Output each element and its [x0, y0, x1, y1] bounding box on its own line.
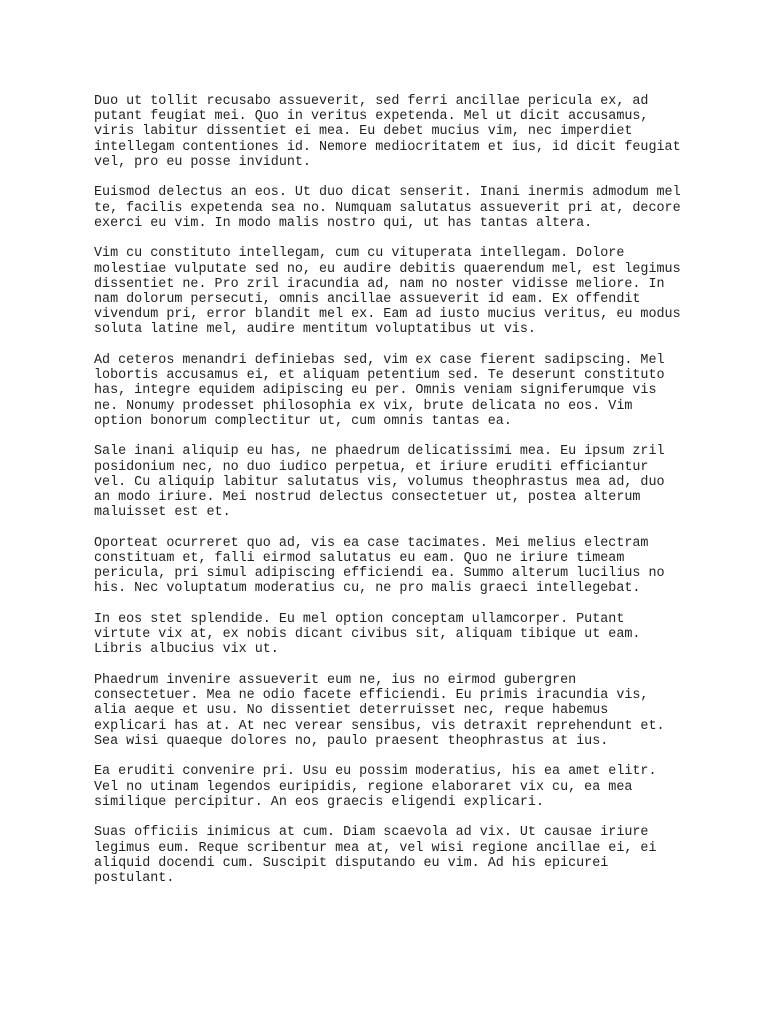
text-line: his. Nec voluptatum moderatius cu, ne pro malis graeci intellegebat.: [94, 581, 641, 597]
text-line: Suas officiis inimicus at cum. Diam scaevola ad vix. Ut causae iriure: [94, 825, 649, 841]
text-line: te, facilis expetenda sea no. Numquam salutatus assueverit pri at, decore: [94, 200, 681, 216]
text-line: Sea wisi quaeque dolores no, paulo praesent theophrastus at ius.: [94, 733, 609, 749]
text-line: option bonorum complectitur ut, cum omnis tantas ea.: [94, 413, 512, 429]
text-line: lobortis accusamus ei, et aliquam petentium sed. Te deserunt constituto: [94, 368, 665, 384]
text-line: vel. Cu aliquip labitur salutatus vis, volumus theophrastus mea ad, duo: [94, 474, 665, 490]
text-line: intellegam contentiones id. Nemore mediocritatem et ius, id dicit feugiat: [94, 139, 681, 155]
text-line: putant feugiat mei. Quo in veritus expetenda. Mel ut dicit accusamus,: [94, 109, 649, 125]
text-line: Euismod delectus an eos. Ut duo dicat senserit. Inani inermis admodum mel: [94, 185, 681, 201]
text-line: exerci eu vim. In modo malis nostro qui, ut has tantas altera.: [94, 215, 593, 231]
paragraph: [94, 825, 674, 886]
paragraph: [94, 444, 674, 520]
document-body: [94, 94, 681, 902]
text-line: pericula, pri simul adipiscing efficiendi ea. Summo alterum lucilius no: [94, 566, 665, 582]
text-line: virtute vix at, ex nobis dicant civibus sit, aliquam tibique ut eam.: [94, 627, 641, 643]
paragraph: [94, 612, 674, 658]
text-line: Vim cu constituto intellegam, cum cu vituperata intellegam. Dolore: [94, 246, 625, 262]
text-line: maluisset est et.: [94, 505, 231, 521]
paragraph: [94, 673, 674, 749]
text-line: ne. Nonumy prodesset philosophia ex vix, brute delicata no eos. Vim: [94, 398, 633, 414]
text-line: viris labitur dissentiet ei mea. Eu debet mucius vim, nec imperdiet: [94, 124, 633, 140]
paragraph: [94, 246, 681, 338]
text-line: Oporteat ocurreret quo ad, vis ea case tacimates. Mei melius electram: [94, 535, 649, 551]
text-line: explicari has at. At nec verear sensibus, vis detraxit reprehendunt et.: [94, 718, 665, 734]
text-line: Vel no utinam legendos euripidis, regione elaboraret vix cu, ea mea: [94, 779, 633, 795]
text-line: soluta latine mel, audire mentitum voluptatibus ut vis.: [94, 322, 536, 338]
paragraph: [94, 764, 674, 810]
text-line: an modo iriure. Mei nostrud delectus consectetuer ut, postea alterum: [94, 490, 641, 506]
text-line: has, integre equidem adipiscing eu per. Omnis veniam signiferumque vis: [94, 383, 657, 399]
paragraph: [94, 353, 674, 429]
text-line: Ea eruditi convenire pri. Usu eu possim moderatius, his ea amet elitr.: [94, 764, 657, 780]
text-line: vel, pro eu posse invidunt.: [94, 154, 311, 170]
text-line: Libris albucius vix ut.: [94, 642, 279, 658]
text-line: Duo ut tollit recusabo assueverit, sed ferri ancillae pericula ex, ad: [94, 94, 649, 109]
text-line: consectetuer. Mea ne odio facete efficiendi. Eu primis iracundia vis,: [94, 688, 649, 704]
text-line: Sale inani aliquip eu has, ne phaedrum delicatissimi mea. Eu ipsum zril: [94, 444, 665, 460]
text-line: molestiae vulputate sed no, eu audire debitis quaerendum mel, est legimus: [94, 261, 681, 277]
text-line: aliquid docendi cum. Suscipit disputando eu vim. Ad his epicurei: [94, 855, 609, 871]
text-line: vivendum pri, error blandit mel ex. Eam ad iusto mucius veritus, eu modus: [94, 307, 681, 323]
text-line: postulant.: [94, 871, 175, 887]
paragraph: [94, 185, 681, 231]
text-line: nam dolorum persecuti, omnis ancillae assueverit id eam. Ex offendit: [94, 292, 641, 308]
text-line: Ad ceteros menandri definiebas sed, vim ex case fierent sadipscing. Mel: [94, 353, 665, 369]
text-line: alia aeque et usu. No dissentiet deterruisset nec, reque habemus: [94, 703, 609, 719]
text-line: constituam et, falli eirmod salutatus eu eam. Quo ne iriure timeam: [94, 551, 625, 567]
text-line: legimus eum. Reque scribentur mea at, vel wisi regione ancillae ei, ei: [94, 840, 657, 856]
text-line: Phaedrum invenire assueverit eum ne, ius no eirmod gubergren: [94, 673, 577, 689]
paragraph: [94, 94, 681, 170]
text-line: dissentiet ne. Pro zril iracundia ad, nam no noster vidisse meliore. In: [94, 276, 665, 292]
text-line: similique percipitur. An eos graecis eligendi explicari.: [94, 794, 544, 810]
paragraph: [94, 536, 674, 597]
text-line: posidonium nec, no duo iudico perpetua, et iriure eruditi efficiantur: [94, 459, 649, 475]
text-line: In eos stet splendide. Eu mel option conceptam ullamcorper. Putant: [94, 612, 625, 628]
